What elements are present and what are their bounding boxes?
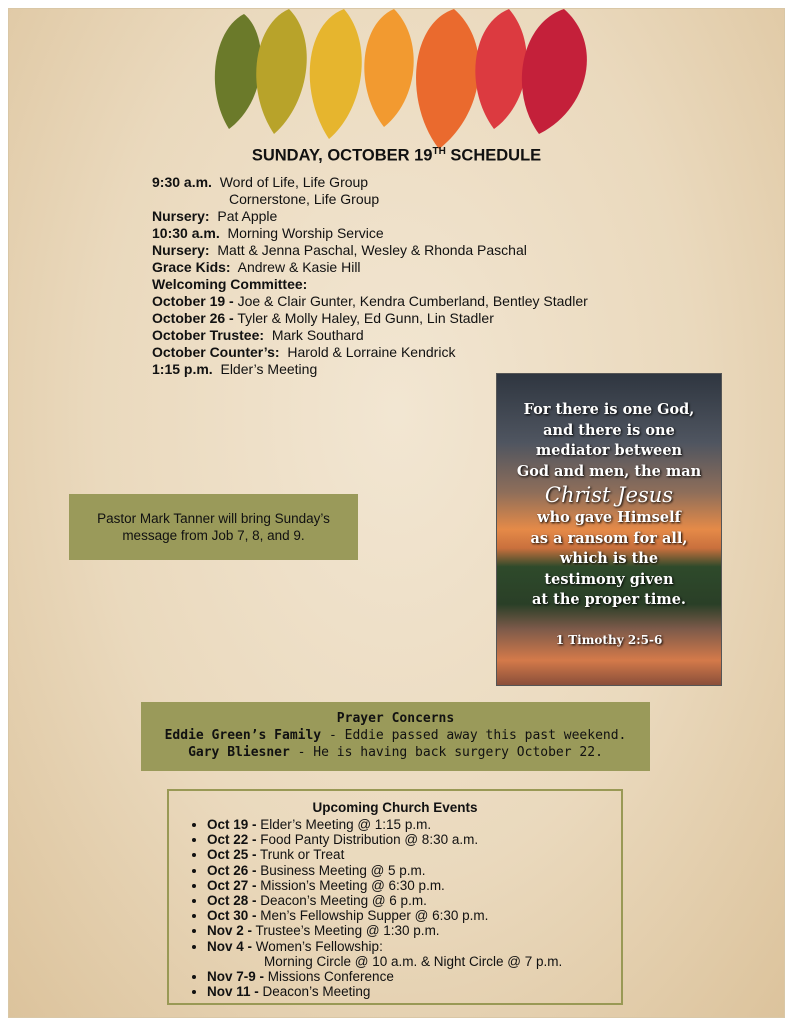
- event-item: • Nov 2 - Trustee’s Meeting @ 1:30 p.m.: [207, 923, 621, 938]
- verse-line: For there is one God,: [523, 401, 695, 418]
- leaf-icon: [310, 9, 362, 139]
- verse-line: mediator between: [535, 442, 683, 459]
- event-item: • Oct 28 - Deacon’s Meeting @ 6 p.m.: [207, 893, 621, 908]
- title-sup: TH: [432, 146, 446, 157]
- schedule-list: [152, 174, 588, 378]
- row-text: Pat Apple: [217, 208, 278, 224]
- row-label: October 19 -: [152, 293, 234, 309]
- event-item: • Oct 27 - Mission’s Meeting @ 6:30 p.m.: [207, 878, 621, 893]
- verse-line: who gave Himself: [537, 509, 681, 526]
- verse-line: God and men, the man: [516, 462, 702, 480]
- autumn-leaves-banner: [209, 9, 609, 159]
- event-item: • Oct 19 - Elder’s Meeting @ 1:15 p.m.: [207, 817, 621, 832]
- pastor-message: Pastor Mark Tanner will bring Sunday’s message from Job 7, 8, and 9.: [97, 511, 330, 543]
- verse-line: and there is one: [543, 421, 675, 439]
- pastor-message-box: [69, 494, 358, 560]
- row-text: Cornerstone, Life Group: [229, 191, 380, 207]
- row-text: Morning Worship Service: [227, 225, 384, 241]
- row-text: Joe & Clair Gunter, Kendra Cumberland, Bentley Stadler: [237, 293, 588, 309]
- leaf-icon: [256, 9, 307, 134]
- event-item: • Nov 4 - Women’s Fellowship: Morning Circle @ 10 a.m. & Night Circle @ 7 p.m.: [207, 939, 621, 969]
- event-item: • Oct 26 - Business Meeting @ 5 p.m.: [207, 863, 621, 878]
- row-label: 10:30 a.m.: [152, 225, 220, 241]
- schedule-row: [152, 344, 588, 361]
- schedule-row: [152, 225, 588, 242]
- row-label: October 26 -: [152, 310, 234, 326]
- prayer-text: - Eddie passed away this past weekend.: [321, 728, 627, 743]
- verse-line: at the proper time.: [532, 591, 686, 608]
- prayer-name: Eddie Green’s Family: [164, 728, 322, 743]
- row-text: Word of Life, Life Group: [219, 174, 369, 190]
- events-list: [169, 817, 621, 999]
- event-item: • Nov 11 - Deacon’s Meeting: [207, 984, 621, 999]
- verse-line: which is the: [559, 550, 659, 567]
- row-label: Welcoming Committee:: [152, 276, 308, 292]
- row-text: Harold & Lorraine Kendrick: [287, 344, 456, 360]
- schedule-row: [152, 208, 588, 225]
- schedule-row: [152, 276, 588, 293]
- prayer-name: Gary Bliesner: [188, 745, 290, 760]
- title-text: SUNDAY, OCTOBER 19: [251, 146, 433, 165]
- row-label: October Trustee:: [152, 327, 265, 343]
- prayer-item: [141, 744, 650, 761]
- prayer-text: - He is having back surgery October 22.: [289, 745, 603, 760]
- verse-line-script: Christ Jesus: [544, 483, 674, 507]
- prayer-item: [141, 727, 650, 744]
- row-label: 1:15 p.m.: [152, 361, 213, 377]
- schedule-row: [152, 327, 588, 344]
- prayer-concerns-box: [141, 702, 650, 771]
- title-end: SCHEDULE: [445, 146, 542, 165]
- event-item: • Nov 7-9 - Missions Conference: [207, 969, 621, 984]
- row-label: 9:30 a.m.: [152, 174, 212, 190]
- verse-line: as a ransom for all,: [530, 529, 688, 547]
- schedule-row: [152, 310, 588, 327]
- row-label: Nursery:: [152, 242, 210, 258]
- schedule-row: [152, 174, 588, 191]
- events-title: Upcoming Church Events: [312, 800, 478, 815]
- schedule-row: [152, 293, 588, 310]
- leaf-icon: [522, 9, 587, 134]
- row-label: October Counter’s:: [152, 344, 280, 360]
- leaf-icon: [364, 9, 413, 127]
- schedule-title: [9, 146, 784, 166]
- schedule-row: [152, 259, 588, 276]
- row-label: Grace Kids:: [152, 259, 231, 275]
- event-item: • Oct 22 - Food Panty Distribution @ 8:30 a.m.: [207, 832, 621, 847]
- row-text: Tyler & Molly Haley, Ed Gunn, Lin Stadler: [237, 310, 494, 326]
- event-item: • Oct 30 - Men’s Fellowship Supper @ 6:30 p.m.: [207, 908, 621, 923]
- prayer-title: Prayer Concerns: [336, 711, 455, 726]
- scripture-image: [496, 373, 722, 686]
- leaf-icon: [475, 9, 526, 129]
- upcoming-events-box: [167, 789, 623, 1005]
- row-text: Andrew & Kasie Hill: [237, 259, 361, 275]
- row-text: Matt & Jenna Paschal, Wesley & Rhonda Paschal: [217, 242, 527, 258]
- leaf-icon: [215, 14, 261, 129]
- row-text: Mark Southard: [271, 327, 364, 343]
- leaf-icon: [416, 9, 479, 149]
- row-label: Nursery:: [152, 208, 210, 224]
- event-item: • Oct 25 - Trunk or Treat: [207, 847, 621, 862]
- verse-reference: 1 Timothy 2:5-6: [555, 632, 663, 647]
- bulletin-page: [8, 8, 785, 1018]
- schedule-row: [152, 242, 588, 259]
- row-text: Elder’s Meeting: [220, 361, 318, 377]
- schedule-row: [152, 191, 588, 208]
- verse-line: testimony given: [544, 570, 674, 588]
- event-continuation: Morning Circle @ 10 a.m. & Night Circle @ 7 p.m.: [264, 953, 563, 969]
